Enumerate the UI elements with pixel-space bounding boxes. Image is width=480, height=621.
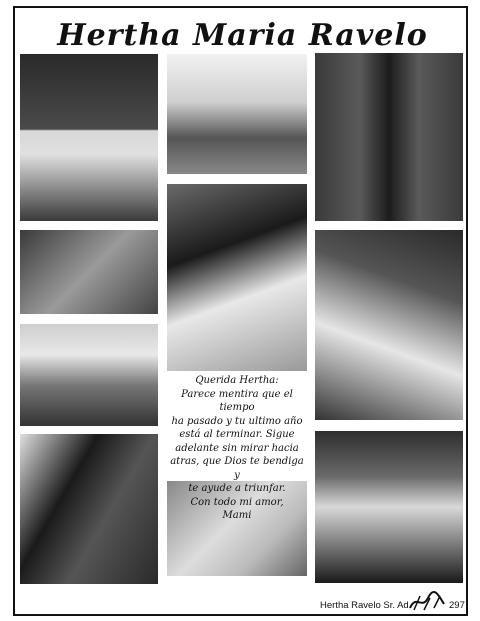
photo-children-on-bench bbox=[167, 54, 307, 174]
publisher-logo-icon bbox=[408, 590, 446, 612]
photo-grandmother-with-baby bbox=[20, 230, 158, 314]
letter-line: Con todo mi amor, bbox=[190, 496, 284, 508]
letter-text bbox=[167, 374, 307, 523]
yearbook-page bbox=[13, 6, 468, 616]
letter-line: adelante sin mirar hacia bbox=[175, 442, 299, 454]
photo-girl-smiling bbox=[315, 230, 463, 420]
letter-line: está al terminar. Sigue bbox=[179, 429, 295, 440]
letter-line: te ayude a triunfar. bbox=[188, 483, 286, 494]
photo-toddler-on-tricycle bbox=[20, 324, 158, 426]
photo-girl-portrait-standing bbox=[315, 53, 463, 221]
footer-caption: Hertha Ravelo Sr. Ad. bbox=[320, 600, 412, 611]
letter-line: Querida Hertha: bbox=[195, 375, 279, 386]
page-number: 297 bbox=[449, 600, 465, 611]
photo-toddler-standing bbox=[20, 54, 158, 221]
letter-line: Parece mentira que el tiempo bbox=[181, 388, 293, 413]
letter-line: Mami bbox=[222, 510, 252, 521]
photo-family-group bbox=[20, 434, 158, 584]
photo-senior-portrait bbox=[315, 431, 463, 583]
page-title: Hertha Maria Ravelo bbox=[57, 18, 428, 53]
letter-line: atras, que Dios te bendiga y bbox=[170, 456, 304, 481]
letter-line: ha pasado y tu ultimo año bbox=[171, 415, 303, 427]
photo-mother-with-newborn bbox=[167, 184, 307, 371]
